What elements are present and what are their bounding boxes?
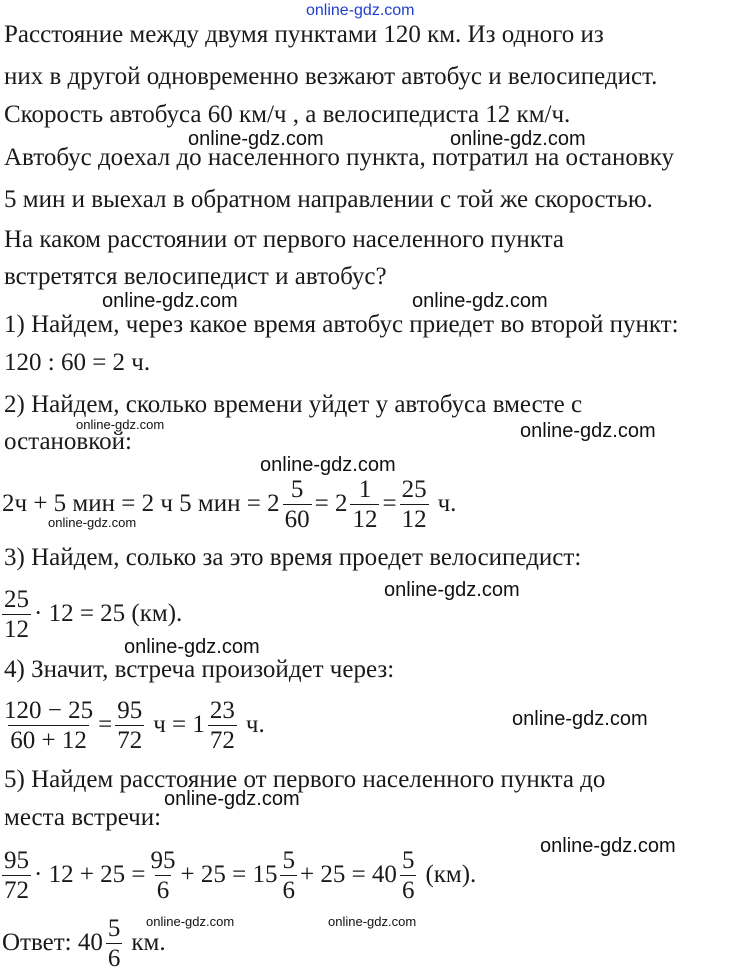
fraction-95-72: $\frac{95}{72}$ (4, 846, 29, 904)
fraction-95-6: $\frac{95}{6}$ (150, 846, 176, 904)
fraction-5-6: $\frac{5}{6}$ (401, 846, 415, 904)
watermark: online-gdz.com (164, 788, 300, 810)
step-4-unit: ч. (245, 711, 265, 738)
watermark: online-gdz.com (520, 420, 656, 442)
step-1-text: 1) Найдем, через какое время автобус приедет во второй пункт: (4, 311, 679, 338)
watermark: online-gdz.com (76, 417, 165, 432)
fraction-95-72: $\frac{95}{72}$ (117, 696, 143, 754)
watermark: online-gdz.com (48, 515, 137, 530)
watermark: online-gdz.com (412, 290, 548, 312)
step-5-text-2: места встречи: (4, 804, 162, 831)
step-3-rest: · 12 = 25 (км). (34, 600, 183, 627)
watermark: online-gdz.com (512, 708, 648, 730)
step-5-equation (2, 844, 476, 906)
step-5-p3: + 25 = 40 (299, 861, 397, 888)
fraction-5-60: $\frac{5}{60}$ (284, 475, 310, 533)
answer-label: Ответ: 40 (2, 929, 103, 956)
step-2-eq3: = (382, 490, 397, 517)
watermark: online-gdz.com (188, 128, 324, 150)
step-3-equation (2, 584, 182, 644)
fraction-25-12: $\frac{25}{12}$ (4, 585, 29, 643)
fraction-5-6: $\frac{5}{6}$ (282, 846, 295, 904)
step-5-p1: · 12 + 25 = (34, 861, 146, 888)
step-4-eq1: = (98, 711, 113, 738)
problem-line-2: них в другой одновременно везжают автобус и велосипедист. (4, 63, 658, 90)
step-4-text: 4) Значит, встреча произойдет через: (4, 656, 395, 683)
problem-line-1: Расстояние между двумя пунктами 120 км. Из одного из (4, 21, 604, 48)
step-5-unit: (км). (425, 861, 477, 888)
watermark: online-gdz.com (540, 835, 676, 857)
watermark: online-gdz.com (384, 579, 520, 601)
step-3-text: 3) Найдем, солько за это время проедет велосипедист: (4, 544, 582, 571)
step-2-eq2: = 2 (314, 490, 348, 517)
watermark: online-gdz.com (102, 290, 238, 312)
step-5-p2: + 25 = 15 (180, 861, 278, 888)
answer (2, 914, 166, 972)
watermark: online-gdz.com (146, 914, 235, 929)
step-1-equation: 120 : 60 = 2 ч. (4, 349, 151, 376)
watermark: online-gdz.com (260, 454, 396, 476)
step-2-unit: ч. (437, 490, 457, 517)
problem-line-5: 5 мин и выехал в обратном направлении с той же скоростью. (4, 186, 653, 213)
watermark: online-gdz.com (450, 128, 586, 150)
step-4-mid: ч = 1 (153, 711, 205, 738)
fraction-5-6: $\frac{5}{6}$ (107, 914, 121, 972)
problem-line-4: Автобус доехал до населенного пункта, потратил на остановку (4, 144, 675, 171)
problem-line-6: На каком расстоянии от первого населенного пункта (4, 226, 564, 253)
step-2-text-2: остановкой: (4, 428, 132, 455)
watermark: online-gdz.com (328, 914, 417, 929)
problem-line-7: встретятся велосипедист и автобус? (4, 263, 387, 290)
problem-line-3: Скорость автобуса 60 км/ч , а велосипедиста 12 км/ч. (4, 101, 571, 128)
step-2-lhs: 2ч + 5 мин = 2 ч 5 мин = 2 (2, 490, 280, 517)
step-2-text-1: 2) Найдем, сколько времени уйдет у автобуса вместе с (4, 391, 583, 418)
watermark: online-gdz.com (306, 2, 415, 19)
fraction-23-72: $\frac{23}{72}$ (209, 696, 235, 754)
step-5-text-1: 5) Найдем расстояние от первого населенного пункта до (4, 766, 606, 793)
answer-unit: км. (131, 929, 166, 956)
step-4-equation (2, 694, 265, 756)
fraction-1-12: $\frac{1}{12}$ (352, 475, 378, 533)
fraction-25-12: $\frac{25}{12}$ (401, 475, 427, 533)
fraction-difference-sum: $\frac{120 - 25}{60 + 12}$ (4, 696, 94, 754)
watermark: online-gdz.com (124, 636, 260, 658)
